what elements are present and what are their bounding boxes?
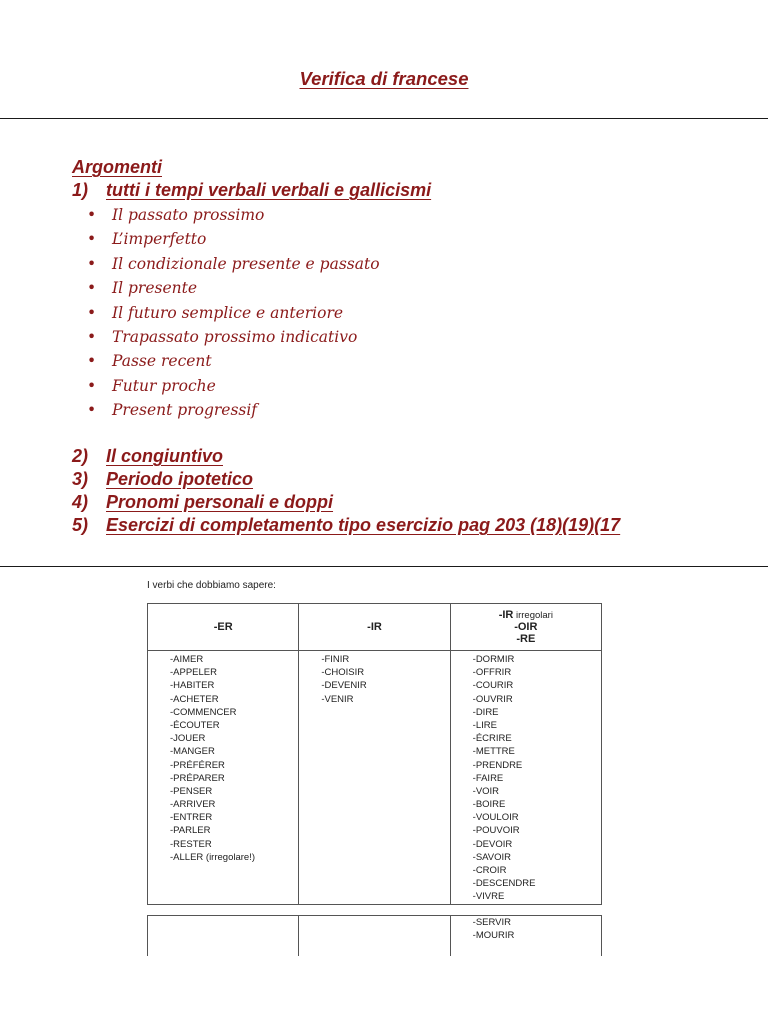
topic-text: Il congiuntivo xyxy=(106,446,223,466)
irregular-verbs-cell xyxy=(450,651,601,905)
list-item: • Present progressif xyxy=(87,398,380,422)
verb-item: -PENSER xyxy=(170,785,213,797)
verb-item: -JOUER xyxy=(170,733,206,745)
extra-verbs-cell xyxy=(450,916,601,957)
header-er: -ER xyxy=(148,604,299,651)
verb-item: -COURIR xyxy=(472,680,514,692)
er-verbs-cell xyxy=(148,651,299,905)
header-irregular: -IR irregolari -OIR -RE xyxy=(450,604,601,651)
list-item: • Passe recent xyxy=(87,349,380,373)
verb-item: -ARRIVER xyxy=(170,799,216,811)
verb-item: -LIRE xyxy=(472,719,497,731)
topic-number: 4) xyxy=(72,492,89,512)
verb-item: -APPELER xyxy=(170,667,217,679)
topic-item xyxy=(72,446,223,467)
verb-item: -CHOISIR xyxy=(321,667,365,679)
verb-item: -POUVOIR xyxy=(472,825,520,837)
verb-item: -PRÉPARER xyxy=(170,772,225,784)
verb-table xyxy=(147,603,602,905)
verb-item: -DEVENIR xyxy=(321,680,367,692)
verb-item: -COMMENCER xyxy=(170,706,237,718)
verb-item: -ÉCOUTER xyxy=(170,719,220,731)
topic-number: 1) xyxy=(72,180,89,200)
header-ir: -IR xyxy=(299,604,450,651)
topic-number: 5) xyxy=(72,515,89,535)
verb-item: -MOURIR xyxy=(472,930,515,942)
verb-item: -RESTER xyxy=(170,838,212,850)
topic-item xyxy=(72,515,620,536)
verb-item: -PRENDRE xyxy=(472,759,523,771)
verb-item: -OFFRIR xyxy=(472,667,512,679)
list-item: • Trapassato prossimo indicativo xyxy=(87,325,380,349)
verb-item: -VENIR xyxy=(321,693,354,705)
ir-verbs-cell xyxy=(299,651,450,905)
topic-text: Periodo ipotetico xyxy=(106,469,254,489)
table-header-row xyxy=(148,604,602,651)
verb-item: -BOIRE xyxy=(472,799,506,811)
table-row xyxy=(148,916,602,957)
verb-item: -SERVIR xyxy=(472,917,512,928)
document-title: Verifica di francese xyxy=(299,68,469,89)
topic-text: tutti i tempi verbali verbali e gallicismi xyxy=(106,180,432,200)
list-item: • Il condizionale presente e passato xyxy=(87,252,380,276)
list-item: • Il presente xyxy=(87,276,380,300)
bullet-icon: • xyxy=(87,254,97,273)
verb-item: -ACHETER xyxy=(170,693,219,705)
verb-item: -PRÉFÉRER xyxy=(170,759,225,771)
topic-number: 2) xyxy=(72,446,89,466)
verb-item: -ÉCRIRE xyxy=(472,733,512,745)
verb-item: -FAIRE xyxy=(472,772,504,784)
verb-table-continued xyxy=(147,915,602,956)
topic-text: Esercizi di completamento tipo esercizio pag 203 (18)(19)(17 xyxy=(106,515,621,535)
bullet-icon: • xyxy=(87,352,97,371)
list-item: • L’imperfetto xyxy=(87,227,380,251)
verb-item: -AIMER xyxy=(170,654,204,665)
bullet-icon: • xyxy=(87,279,97,298)
bullet-icon: • xyxy=(87,230,97,249)
list-item: • Futur proche xyxy=(87,374,380,398)
verb-item: -METTRE xyxy=(472,746,515,758)
topic-text: Pronomi personali e doppi xyxy=(106,492,334,512)
topic-number: 3) xyxy=(72,469,89,489)
empty-cell xyxy=(299,916,450,957)
tense-list xyxy=(87,203,380,423)
topic-item xyxy=(72,492,333,513)
verb-item: -HABITER xyxy=(170,680,215,692)
bullet-icon: • xyxy=(87,327,97,346)
verb-item: -ENTRER xyxy=(170,812,213,824)
verb-item: -CROIR xyxy=(472,865,507,876)
topic-item xyxy=(72,180,431,201)
bullet-icon: • xyxy=(87,303,97,322)
bullet-icon: • xyxy=(87,376,97,395)
verb-item: -VOULOIR xyxy=(472,812,519,824)
verb-item: -DESCENDRE xyxy=(472,878,536,890)
verb-item: -ALLER (irregolare!) xyxy=(170,851,255,863)
verb-item: -VIVRE xyxy=(472,891,505,903)
empty-cell xyxy=(148,916,299,957)
verb-item: -VOIR xyxy=(472,785,500,797)
verb-item: -MANGER xyxy=(170,746,215,758)
list-item: • Il futuro semplice e anteriore xyxy=(87,301,380,325)
verb-item: -OUVRIR xyxy=(472,693,513,705)
bullet-icon: • xyxy=(87,206,97,224)
verb-item: -DEVOIR xyxy=(472,838,513,850)
scan-caption: I verbi che dobbiamo sapere: xyxy=(147,580,276,591)
verb-item: -PARLER xyxy=(170,825,211,837)
verb-item: -FINIR xyxy=(321,654,350,665)
divider-bottom xyxy=(0,566,768,567)
section-heading: Argomenti xyxy=(72,157,162,177)
verb-item: -SAVOIR xyxy=(472,851,512,863)
list-item: • Il passato prossimo xyxy=(87,203,380,227)
topic-item xyxy=(72,469,253,490)
table-row xyxy=(148,651,602,905)
verb-item: -DIRE xyxy=(472,706,499,718)
divider-top xyxy=(0,118,768,119)
verb-item: -DORMIR xyxy=(472,654,515,665)
bullet-icon: • xyxy=(87,401,97,420)
